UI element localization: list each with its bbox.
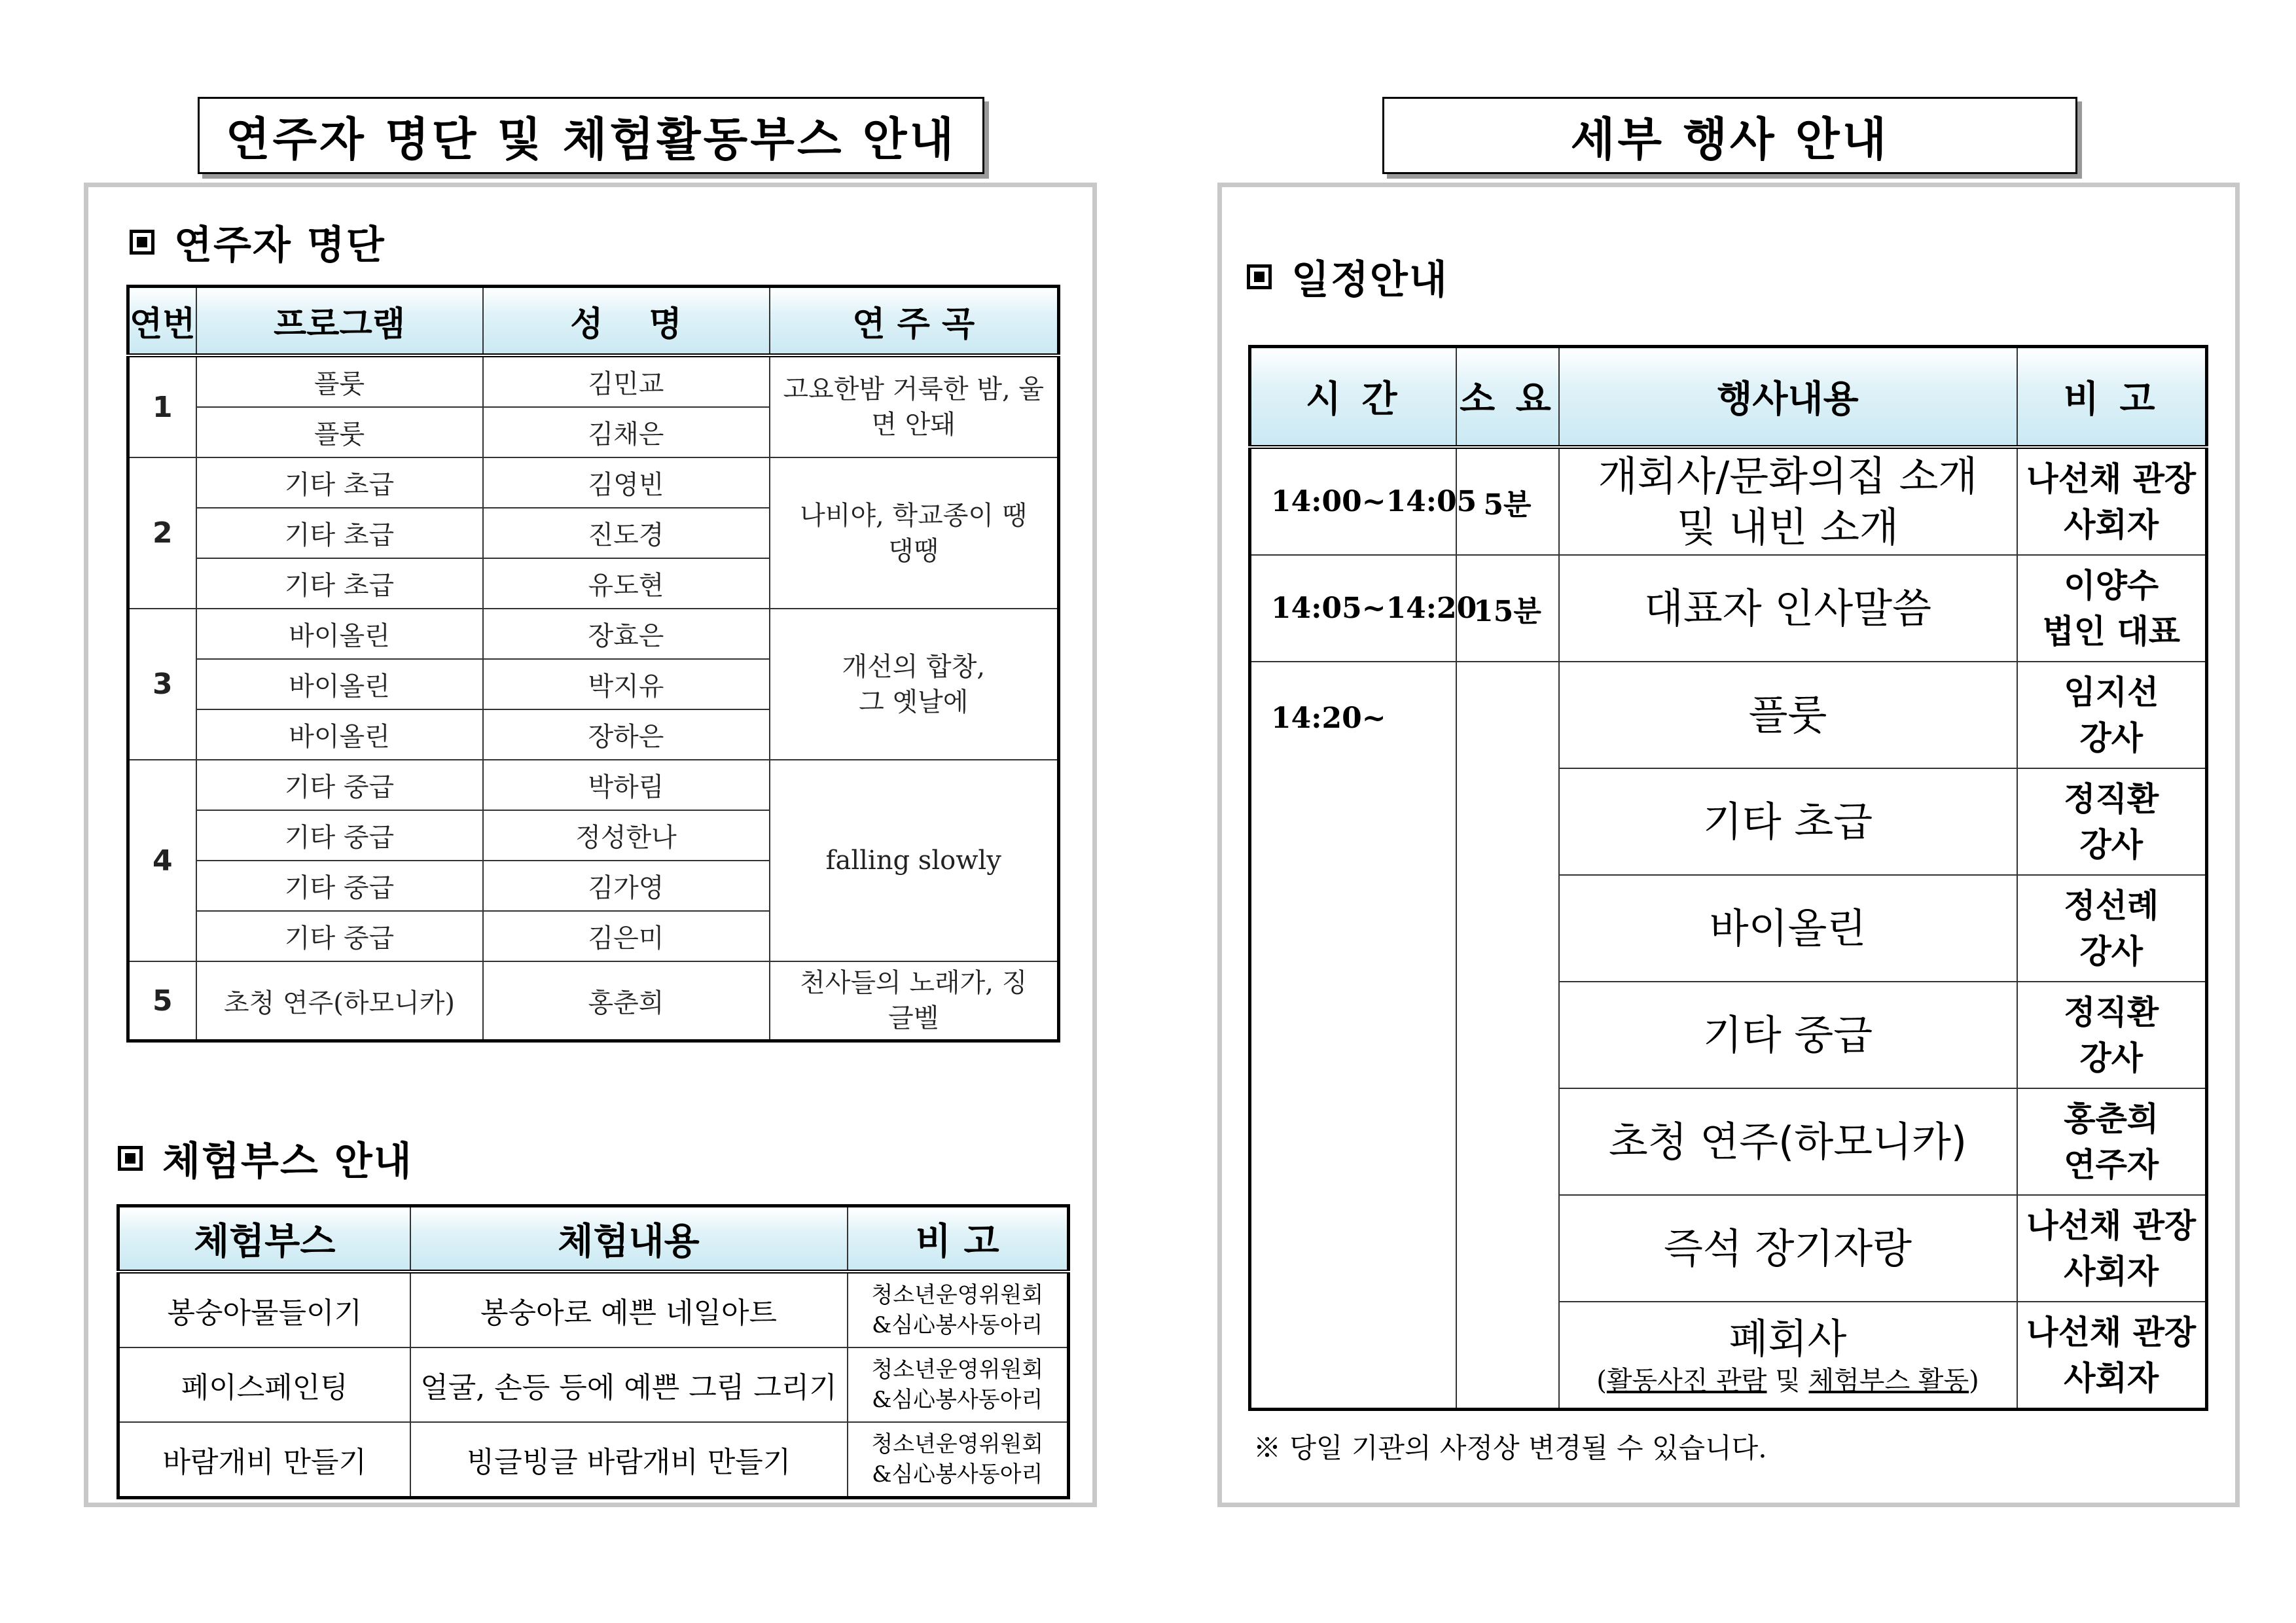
event-cell xyxy=(1559,1302,2017,1410)
booth-content: 얼굴, 손등 등에 예쁜 그림 그리기 xyxy=(410,1347,848,1422)
group-number: 4 xyxy=(128,760,196,961)
song-cell xyxy=(770,609,1059,760)
event-line: 폐회사 xyxy=(1729,1314,1847,1363)
note-line: 홍춘희 xyxy=(2064,1099,2159,1138)
program-cell: 기타 초급 xyxy=(196,457,483,508)
performer-cell: 김은미 xyxy=(483,911,770,961)
booth-note xyxy=(848,1272,1069,1347)
booth-note-line: 청소년운영위원회 xyxy=(871,1282,1044,1308)
event-cell: 바이올린 xyxy=(1559,875,2017,982)
event-cell: 초청 연주(하모니카) xyxy=(1559,1088,2017,1195)
col-header-booth: 체험부스 xyxy=(118,1206,410,1272)
schedule-heading-text: 일정안내 xyxy=(1291,257,1448,303)
performer-cell: 김채은 xyxy=(483,407,770,457)
program-cell: 바이올린 xyxy=(196,659,483,709)
table-row xyxy=(1250,447,2207,555)
col-header-time: 시 간 xyxy=(1250,347,1456,448)
note-cell xyxy=(2017,875,2207,982)
booth-heading xyxy=(118,1132,413,1185)
roster-heading xyxy=(130,216,386,268)
note-line: 임지선 xyxy=(2064,673,2159,711)
table-row xyxy=(118,1272,1069,1347)
left-page-title xyxy=(198,97,984,174)
event-cell: 플룻 xyxy=(1559,662,2017,768)
note-line: 사회자 xyxy=(2064,1252,2159,1291)
note-line: 정선례 xyxy=(2064,886,2159,925)
song-cell: falling slowly xyxy=(770,760,1059,961)
program-cell: 기타 중급 xyxy=(196,810,483,861)
group-number: 3 xyxy=(128,609,196,760)
song-text: 고요한밤 거룩한 밤, 울면 안돼 xyxy=(783,374,1045,440)
time-cell: 14:00~14:05 xyxy=(1250,447,1456,555)
program-cell: 기타 중급 xyxy=(196,760,483,810)
note-line: 정직환 xyxy=(2064,993,2159,1031)
booth-note-line: &심心봉사동아리 xyxy=(872,1312,1043,1338)
table-row xyxy=(118,1422,1069,1498)
roster-heading-text: 연주자 명단 xyxy=(174,223,386,268)
event-line: 개회사/문화의집 소개 xyxy=(1598,452,1978,500)
song-text: 개선의 합창, 그 옛날에 xyxy=(842,651,986,717)
program-cell: 바이올린 xyxy=(196,709,483,760)
note-cell xyxy=(2017,1302,2207,1410)
booth-name: 페이스페인팅 xyxy=(118,1347,410,1422)
time-cell xyxy=(1250,662,1456,1410)
roster-header-row xyxy=(128,287,1059,356)
note-cell xyxy=(2017,982,2207,1088)
table-row xyxy=(118,1347,1069,1422)
note-cell xyxy=(2017,555,2207,662)
time-cell: 14:05~14:20 xyxy=(1250,555,1456,662)
col-header-note: 비 고 xyxy=(848,1206,1069,1272)
table-row xyxy=(128,961,1059,1041)
booth-note xyxy=(848,1422,1069,1498)
roster-table xyxy=(126,285,1060,1043)
performer-cell: 김민교 xyxy=(483,355,770,407)
col-header-content: 체험내용 xyxy=(410,1206,848,1272)
note-cell xyxy=(2017,447,2207,555)
closing-subtext: (활동사진 관람 및 체험부스 활동) xyxy=(1596,1365,1979,1396)
event-cell: 대표자 인사말씀 xyxy=(1559,555,2017,662)
closing-sub-b: 체험부스 활동 xyxy=(1808,1365,1969,1396)
performer-cell: 홍춘희 xyxy=(483,961,770,1041)
col-header-program: 프로그램 xyxy=(196,287,483,356)
col-header-song: 연 주 곡 xyxy=(770,287,1059,356)
booth-heading-text: 체험부스 안내 xyxy=(162,1139,413,1185)
booth-note-line: &심心봉사동아리 xyxy=(872,1387,1043,1413)
note-line: 나선채 관장 xyxy=(2026,1313,2197,1351)
program-cell: 플룻 xyxy=(196,355,483,407)
schedule-heading xyxy=(1247,251,1448,303)
booth-content: 빙글빙글 바람개비 만들기 xyxy=(410,1422,848,1498)
note-line: 나선채 관장 xyxy=(2026,459,2197,498)
booth-header-row xyxy=(118,1206,1069,1272)
duration-cell: 15분 xyxy=(1456,555,1559,662)
note-cell xyxy=(2017,768,2207,875)
left-page-title-text: 연주자 명단 및 체험활동부스 안내 xyxy=(225,112,957,166)
performer-cell: 장하은 xyxy=(483,709,770,760)
table-row xyxy=(1250,555,2207,662)
program-cell: 초청 연주(하모니카) xyxy=(196,961,483,1041)
group-number: 2 xyxy=(128,457,196,609)
performer-cell: 유도현 xyxy=(483,558,770,609)
col-header-name: 성 명 xyxy=(483,287,770,356)
song-cell xyxy=(770,457,1059,609)
square-bullet-icon xyxy=(1247,264,1272,289)
program-cell: 기타 중급 xyxy=(196,861,483,911)
note-line: 강사 xyxy=(2079,825,2144,864)
performer-cell: 김가영 xyxy=(483,861,770,911)
booth-note-line: 청소년운영위원회 xyxy=(871,1431,1044,1457)
performer-cell: 김영빈 xyxy=(483,457,770,508)
col-header-event: 행사내용 xyxy=(1559,347,2017,448)
event-line: 및 내빈 소개 xyxy=(1677,503,1899,551)
song-cell xyxy=(770,355,1059,457)
event-cell: 즉석 장기자랑 xyxy=(1559,1195,2017,1302)
note-cell xyxy=(2017,1088,2207,1195)
note-line: 강사 xyxy=(2079,1039,2144,1077)
performer-cell: 박하림 xyxy=(483,760,770,810)
booth-content: 봉숭아로 예쁜 네일아트 xyxy=(410,1272,848,1347)
table-row xyxy=(1250,662,2207,768)
performer-cell: 박지유 xyxy=(483,659,770,709)
booth-note-line: &심心봉사동아리 xyxy=(872,1461,1043,1488)
program-cell: 기타 중급 xyxy=(196,911,483,961)
right-page-title xyxy=(1382,97,2077,174)
schedule-table xyxy=(1248,345,2208,1411)
table-row xyxy=(128,457,1059,508)
event-cell xyxy=(1559,447,2017,555)
table-row xyxy=(128,355,1059,407)
group-number: 1 xyxy=(128,355,196,457)
note-line: 연주자 xyxy=(2064,1145,2159,1184)
col-header-duration: 소 요 xyxy=(1456,347,1559,448)
duration-cell: 5분 xyxy=(1456,447,1559,555)
note-line: 사회자 xyxy=(2064,505,2159,544)
schedule-header-row xyxy=(1250,347,2207,448)
group-number: 5 xyxy=(128,961,196,1041)
note-line: 정직환 xyxy=(2064,779,2159,818)
performer-cell: 장효은 xyxy=(483,609,770,659)
note-cell xyxy=(2017,662,2207,768)
note-line: 법인 대표 xyxy=(2042,612,2181,651)
event-cell: 기타 초급 xyxy=(1559,768,2017,875)
booth-note-line: 청소년운영위원회 xyxy=(871,1357,1044,1383)
event-cell: 기타 중급 xyxy=(1559,982,2017,1088)
booth-name: 바람개비 만들기 xyxy=(118,1422,410,1498)
closing-sub-mid: 및 xyxy=(1775,1365,1801,1396)
song-text: 나비야, 학교종이 땡댕땡 xyxy=(800,500,1028,566)
square-bullet-icon xyxy=(130,230,154,255)
table-row xyxy=(128,760,1059,810)
col-header-number: 연번 xyxy=(128,287,196,356)
program-cell: 기타 초급 xyxy=(196,508,483,558)
table-row xyxy=(128,609,1059,659)
closing-sub-a: 활동사진 관람 xyxy=(1606,1365,1767,1396)
right-page-title-text: 세부 행사 안내 xyxy=(1570,112,1890,166)
col-header-note: 비 고 xyxy=(2017,347,2207,448)
program-cell: 플룻 xyxy=(196,407,483,457)
note-line: 사회자 xyxy=(2064,1359,2159,1397)
note-line: 이양수 xyxy=(2064,566,2159,605)
schedule-footnote: ※ 당일 기관의 사정상 변경될 수 있습니다. xyxy=(1253,1432,1767,1464)
song-text: 천사들의 노래가, 징글벨 xyxy=(800,968,1028,1033)
square-bullet-icon xyxy=(118,1146,143,1171)
note-line: 강사 xyxy=(2079,932,2144,971)
performer-cell: 진도경 xyxy=(483,508,770,558)
booth-note xyxy=(848,1347,1069,1422)
time-text: 14:20~ xyxy=(1271,702,1386,735)
booth-table xyxy=(117,1204,1070,1499)
performer-cell: 정성한나 xyxy=(483,810,770,861)
note-line: 나선채 관장 xyxy=(2026,1206,2197,1245)
song-cell xyxy=(770,961,1059,1041)
note-cell xyxy=(2017,1195,2207,1302)
note-line: 강사 xyxy=(2079,719,2144,757)
duration-cell xyxy=(1456,662,1559,1410)
program-cell: 기타 초급 xyxy=(196,558,483,609)
booth-name: 봉숭아물들이기 xyxy=(118,1272,410,1347)
program-cell: 바이올린 xyxy=(196,609,483,659)
